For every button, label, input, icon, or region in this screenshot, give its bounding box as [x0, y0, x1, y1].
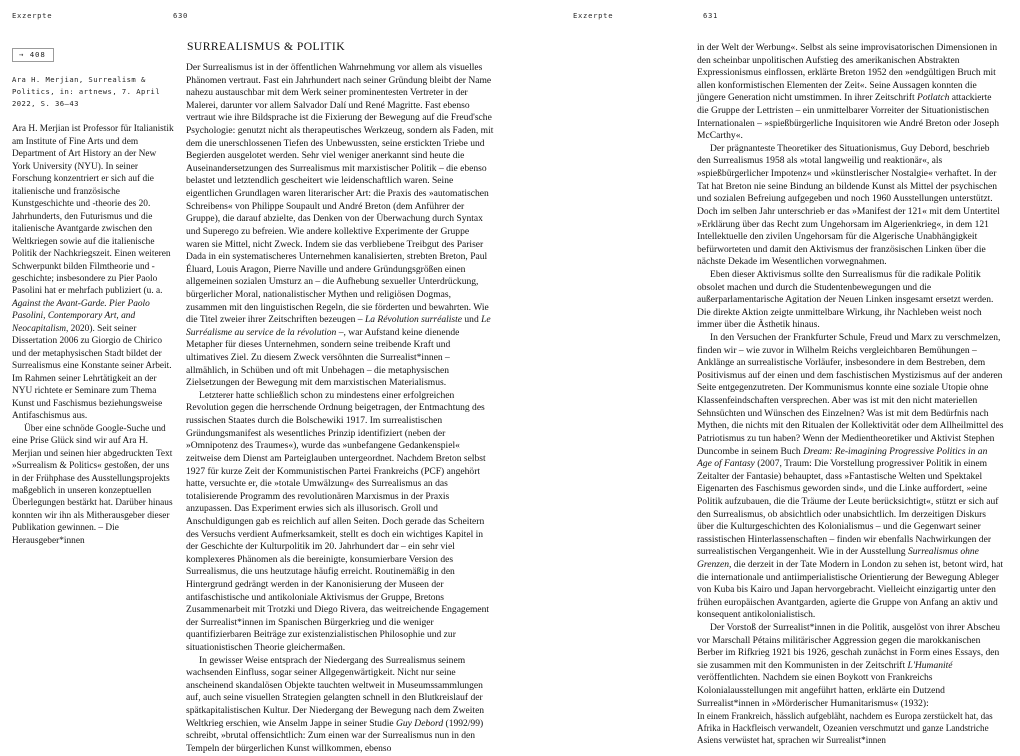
sidebar-marginalia [12, 44, 175, 547]
paragraph: In gewisser Weise entsprach der Niedergang des Surrealismus seinem wachsenden Einfluss, sogar seiner Allgegenwärtigkeit. Nicht nur seine anscheinend skandalösen Objekte tauchten weltweit in Museumssammlungen auf, auch seine visuellen Strategien gelangten schnell in den Blutkreislauf der spätkapitalistischen Kultur. Der Niedergang der Bewegung nach dem Zweiten Weltkrieg erschien, wie Anselm Jappe in seiner Studie Guy Debord (1992/99) schreibt, »brutal offensichtlich: Zum einen war der Surrealismus nun in den Tempeln der bürgerlichen Kunst willkommen, ebenso [186, 654, 485, 754]
italic-run: Le Surréalisme au service de la révolution [186, 314, 491, 338]
running-head-right: Exzerpte [573, 11, 614, 20]
page-right [510, 0, 1020, 746]
cross-reference-badge[interactable]: → 408 [12, 48, 54, 62]
body-text-column-right [697, 42, 1004, 746]
italic-run: Against the Avant-Garde. Pier Paolo Pasolini, Contemporary Art, and Neocapitalism [12, 298, 150, 334]
italic-run: Guy Debord [396, 717, 444, 729]
paragraph: Letzterer hatte schließlich schon zu mindestens einer erfolgreichen Revolution gegen die herrschende Ordnung beigetragen, der Entmachtung des russischen Staates durch die Bolschewiki 1917. Im surrealistischen Gründungsmanifest als wesentliches Prinzip identifiziert (neben der »Omnipotenz des Traumes«), wurde das »unbefangene Gedankenspiel« zeitweise dem Dienst am Parteiglauben untergeordnet. Nachdem Breton selbst 1927 für kurze Zeit der Kommunistischen Partei Frankreichs (PCF) angehört hatte, versuchte er, die »totale Umwälzung« des Surrealismus an das totalisierende Programm des revolutionären Marxismus in der Praxis anzupassen. Das Experiment erwies sich als illusorisch. Groll und Anschuldigungen gab es reichlich auf allen Seiten. Doch gerade das Scheitern des Versuchs verdient Aufmerksamkeit, stellt es doch ein wichtiges Kapitel in der Geschichte der Kulturpolitik im 20. Jahrhundert dar – ein sehr viel komplexeres Phänomen als die bereinigte, konsumierbare Version des Surrealismus, die uns heutzutage häufig erreicht. Routinemäßig in den Hintergrund gedrängt werden in der Kanonisierung der Museen der antifaschistische und antikoloniale Aktivismus der Gruppe, Bretons Zusammenarbeit mit Trotzki und Diego Rivera, das weitreichende Engagement der Surrealist*innen im Spanischen Bürgerkrieg und die weniger quantifizierbaren Beiträge zur existenzialistischen Philosophie und zur situationistischen Theorie gleichermaßen. [186, 389, 490, 654]
italic-run: Dream: Re-imagining Progressive Politics in an Age of Fantasy [697, 445, 988, 470]
paragraph: in der Welt der Werbung«. Selbst als seine improvisatorischen Dimensionen in den scheinbar unpolitischen Aufstieg des amerikanischen Abstrakten Expressionismus einflossen, erklärte Breton 1952 den »endgültigen Bruch mit allen konformistischen Elementen der Zeit«. Seine Aussagen konnten die jüngere Generation nicht umstimmen. In ihrer Zeitschrift Potlatch attackierte die Gruppe der Lettristen – ein unmittelbarer Vorreiter der Situationistischen Internationalen – »spießbürgerliche Inquisitoren wie André Breton oder Joseph McCarthy«. [697, 42, 1000, 142]
folio-right: 631 [703, 11, 719, 20]
paragraph: Eben dieser Aktivismus sollte den Surrealismus für die radikale Politik obsolet machen und durch die Studentenbewegungen und die außerparlamentarische Agitation der Neuen Linken insgesamt ersetzt werden. Die direkte Aktion zeigte unmittelbare Wirkung, ihr Nachleben weist noch immer über die Ästhetik hinaus. [697, 268, 994, 331]
block-quote: In einem Frankreich, hässlich aufgebläht, nachdem es Europa zerstückelt hat, das Afrika in Hackfleisch verwandelt, Ozeanien verschmutzt und ganze Landstriche Asiens verwüstet hat, sprachen wir Surrealist*innen [697, 711, 993, 746]
paragraph: Der prägnanteste Theoretiker des Situationismus, Guy Debord, beschrieb den Surrealismus 1958 als »total langweilig und reaktionär«, als »spießbürgerlicher Impotenz« und »künstlerischer Nostalgie« verhaftet. In der Tat hat Breton nie seine Bindung an bildende Kunst als Mittel der psychischen und sozialen Befreiung aufgegeben und noch 1960 Ausstellungen unterstützt. Doch im selben Jahr unterschrieb er das »Manifest der 121« mit dem Untertitel »Erklärung über das Recht zum Ungehorsam im Algerienkrieg«, in dem 121 Intellektuelle den zivilen Ungehorsam für die Algerische Unabhängigkeit befürworteten und damit den Aktivismus der französischen Linken über die nächste Dekade im Wesentlichen vorwegnahmen. [697, 142, 1000, 268]
italic-run: L'Humanité [907, 659, 953, 671]
paragraph: In den Versuchen der Frankfurter Schule, Freud und Marx zu verschmelzen, finden wir – wie zuvor in Wilhelm Reichs vergleichbaren Bemühungen – Anklänge an surrealistische Vorläufer, insbesondere in dem Bestreben, dem Positivismus auf der einen und dem faschistischen Mystizismus auf der anderen Seite entgegenzutreten. Der Kommunismus konnte eine soziale Utopie ohne Klassenfeindschaften versprechen. Aber was ist mit den nicht materiellen Sehnsüchten und Wünschen des Einzelnen? Was ist mit dem Bedürfnis nach Mythen, die nichts mit den Ritualen der Kollektivität oder dem Allheilmittel des Patriotismus zu tun haben? Wenn der Medientheoretiker und Aktivist Stephen Duncombe in seinem Buch Dream: Re-imagining Progressive Politics in an Age of Fantasy (2007, Traum: Die Vorstellung progressiver Politik in einem Zeitalter der Fantasie) behauptet, dass »Fantastische Welten und Spektakel Eigenarten des Faschismus geworden sind«, und die Linke auffordert, »eine Politik aufzubauen, die die Träume der Leute berücksichtigt«, stützt er sich auf den Surrealismus, ob absichtlich oder unabsichtlich. Im derzeitigen Diskurs über die Kulturgeschichten des Kolonialismus – und die Gegenwart seiner rassistischen Hinterlassenschaften – finden wir ebenfalls Nachwirkungen der surrealistischen Vergangenheit. Wie in der Ausstellung Surrealismus ohne Grenzen, die derzeit in der Tate Modern in London zu sehen ist, betont wird, hat die internationale und antiimperialistische Orientierung der Bewegung Ableger von Kuba bis Kairo und Japan hervorgebracht. Vielleicht einzigartig unter den frühen europäischen Avantgarden, agierte die Gruppe von Anfang an aktiv und konsequent antikolonialistisch. [697, 332, 1004, 621]
folio-left: 630 [173, 11, 189, 20]
body-text-column-left [186, 62, 494, 756]
page-left [0, 0, 510, 754]
italic-run: Potlatch [917, 92, 950, 104]
author-biography [12, 123, 175, 547]
paragraph: Ara H. Merjian ist Professor für Italianistik am Institute of Fine Arts und dem Department of Art History an der New York University (NYU). In seiner Forschung konzentriert er sich auf die italienische und französische Kunstgeschichte und -theorie des 20. Jahrhunderts, den Futurismus und die italienische Avantgarde zwischen den Weltkriegen sowie auf die italienische Politik der Nachkriegszeit. Einen weiteren Schwerpunkt bilden Filmtheorie und -geschichte; insbesondere zu Pier Paolo Pasolini hat er mehrfach publiziert (u. a. Against the Avant-Garde. Pier Paolo Pasolini, Contemporary Art, and Neocapitalism, 2020). Seit seiner Dissertation 2006 zu Giorgio de Chirico und der metaphysischen Stadt bildet der Surrealismus eine Konstante seiner Arbeit. Im Rahmen seiner Lehrtätigkeit an der NYU richtete er Seminare zum Thema Kunst und Faschismus beziehungsweise Antifaschismus aus. [12, 124, 174, 422]
paragraph: Der Surrealismus ist in der öffentlichen Wahrnehmung vor allem als visuelles Phänomen vertraut. Fast ein Jahrhundert nach seiner Gründung bleibt der Name nahezu austauschbar mit dem Werk seiner prominentesten Vertreter in der Malerei, darunter vor allem Salvador Dalí und René Magritte. Fast ebenso vertraut wie ihre Bildsprache ist die Fixierung der Bewegung auf die Freud'sche Psychologie: genutzt nicht als therapeutisches Werkzeug, sondern als Faden, mit dem die unerschlossenen Tiefen des Unbewussten, seine erstickten Triebe und Begierden ausgelotet werden. Sehr viel weniger anerkannt sind heute die Auseinandersetzungen des Surrealismus mit marxistischer Politik – die ebenso belastet und letztendlich gescheitert wie leidenschaftlich waren. Seine eigentlichen Grundlagen waren literarischer Art: die Praxis des »automatischen Schreibens« von Philippe Soupault und André Breton (dem Anführer der Gruppe), die darauf abzielte, das Denken von der Überwachung durch Syntax und Superego zu befreien. Wie andere kollektive Experimente der Gruppe waren sie Mittel, nicht Zweck. Indem sie das verbliebene Treibgut des Pariser Dada in ein systematischeres Unternehmen kanalisierten, strebten Breton, Paul Éluard, Louis Aragon, Pierre Naville und andere Gründungsgrößen einen allgemeinen sozialen Umsturz an – die Aufhebung sexueller Unterdrückung, bürgerlicher Moral, nationalistischer Mythen und religiösen Dogmas, zusammen mit den linguistischen Regeln, die sie förderten und bewahrten. Wie die Titel zweier ihrer Zeitschriften bezeugen – La Révolution surréaliste und Le Surréalisme au service de la révolution –, war Aufstand keine dienende Metapher für dieses Unternehmen, sondern seine treibende Kraft und ultimatives Ziel. Zu diesem Zweck versöhnten die Surrealist*innen – allmählich, in Schüben und oft mit Unbehagen – die metaphysischen Zielsetzungen der Bewegung mit dem marxistischen Materialismus. [186, 62, 494, 389]
italic-run: La Révolution surréaliste [364, 314, 463, 326]
running-head-left: Exzerpte [12, 11, 53, 20]
source-citation: Ara H. Merjian, Surrealism & Politics, in: artnews, 7. April 2022, S. 36–43 [12, 75, 161, 108]
paragraph: Der Vorstoß der Surrealist*innen in die Politik, ausgelöst von ihrer Abscheu vor Marschall Pétains militärischer Aggression gegen die marokkanischen Berber im Rifkrieg 1921 bis 1926, geschah zunächst in Form eines Essays, den sie zusammen mit den Kommunisten in der Zeitschrift L'Humanité veröffentlichten. Nachdem sie einen Boykott von Frankreichs Kolonialausstellungen mit angeführt hatten, erklärte ein Dutzend Surrealist*innen in »Mörderischer Humanitarismus« (1932): [697, 622, 1000, 709]
article-title: SURREALISMUS & POLITIK [187, 40, 346, 53]
italic-run: Surrealismus ohne Grenzen [697, 546, 979, 570]
paragraph: Über eine schnöde Google-Suche und eine Prise Glück sind wir auf Ara H. Merjian und seinen hier abgedruckten Text »Surrealism & Politics« gestoßen, der uns in der Frühphase des Ausstellungsprojekts maßgeblich in unseren konzeptuellen Überlegungen bestärkt hat. Darüber hinaus konnten wir ihn als Mitherausgeber dieser Publikation gewinnen. – Die Herausgeber*innen [12, 423, 173, 546]
